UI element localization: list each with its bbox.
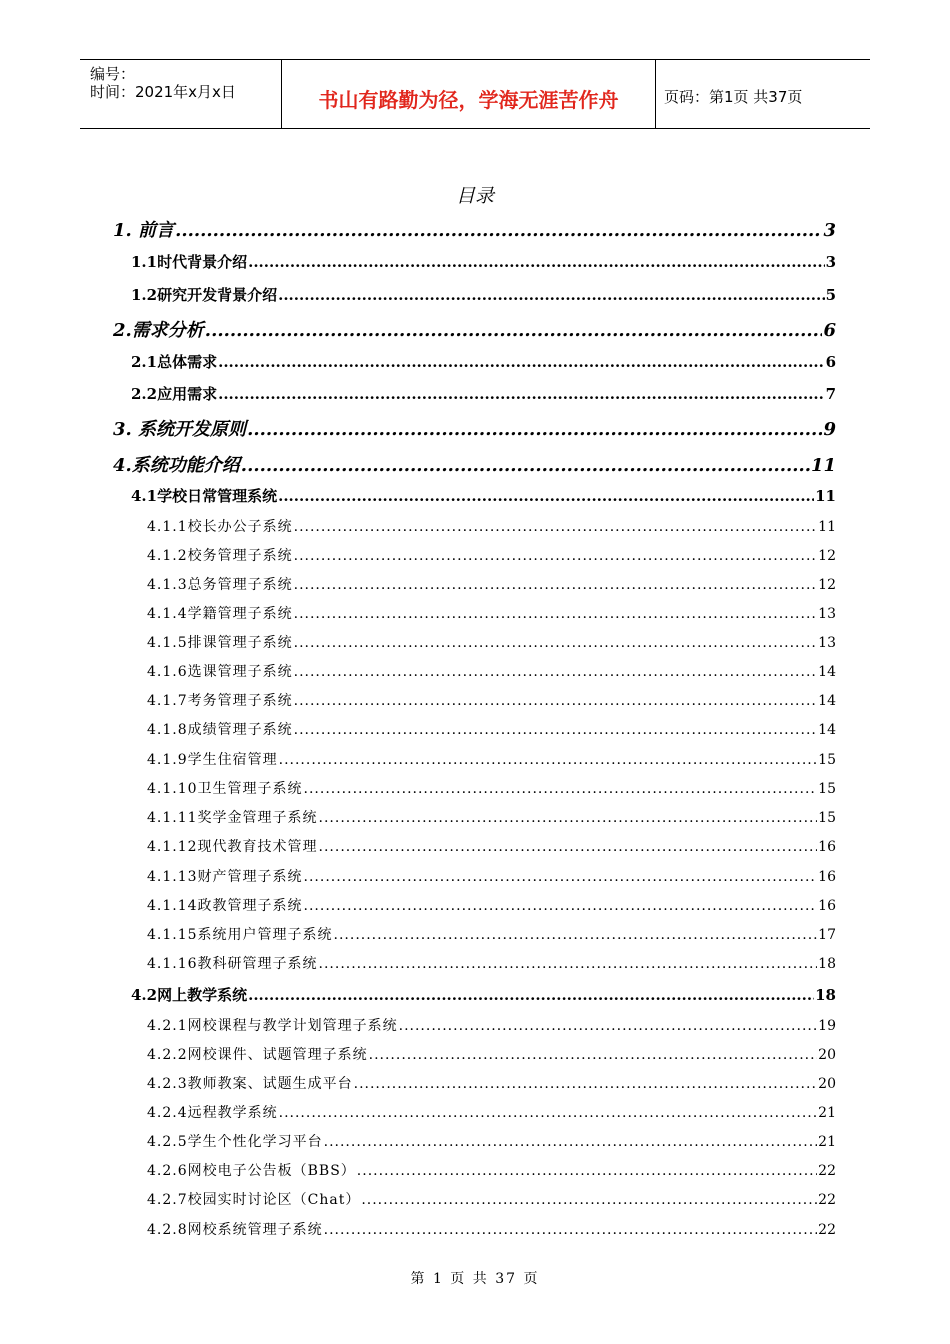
toc-dot-leader — [294, 548, 818, 564]
toc-entry-title: 1.1时代背景介绍 — [131, 253, 248, 271]
document-header — [80, 59, 870, 129]
toc-entry[interactable] — [113, 451, 836, 477]
toc-dot-leader — [369, 1047, 818, 1063]
toc-entry-page: 11 — [815, 487, 836, 505]
toc-entry-title: 3. 系统开发原则 — [113, 419, 247, 440]
toc-dot-leader — [278, 286, 824, 304]
toc-entry-page: 22 — [818, 1192, 836, 1208]
toc-dot-leader — [304, 898, 818, 914]
toc-entry-title: 4.1.6选课管理子系统 — [147, 664, 293, 680]
page-footer: 第 1 页 共 37 页 — [410, 1271, 540, 1287]
toc-entry-page: 6 — [825, 353, 836, 371]
toc-entry-page: 22 — [818, 1222, 836, 1238]
toc-dot-leader — [294, 577, 818, 593]
toc-entry[interactable] — [147, 778, 836, 798]
toc-dot-leader — [175, 220, 822, 241]
toc-dot-leader — [324, 1134, 818, 1150]
toc-entry-title: 4.2网上教学系统 — [131, 986, 248, 1004]
toc-entry-title: 4.1.9学生住宿管理 — [147, 752, 278, 768]
toc-entry-title: 4.2.4远程教学系统 — [147, 1105, 278, 1121]
toc-entry-title: 1.2研究开发背景介绍 — [131, 286, 278, 304]
toc-dot-leader — [294, 722, 818, 738]
toc-dot-leader — [294, 519, 818, 535]
toc-entry[interactable] — [147, 1189, 836, 1209]
toc-entry-page: 14 — [818, 664, 836, 680]
toc-entry-page: 9 — [823, 419, 836, 440]
toc-entry-page: 14 — [818, 693, 836, 709]
toc-entry-title: 2.2应用需求 — [131, 385, 218, 403]
toc-entry[interactable] — [147, 866, 836, 886]
toc-entry-page: 22 — [818, 1163, 836, 1179]
toc-entry-page: 6 — [823, 320, 836, 341]
toc-entry-title: 4.1.5排课管理子系统 — [147, 635, 293, 651]
toc-entry[interactable] — [147, 1073, 836, 1093]
toc-dot-leader — [218, 385, 824, 403]
toc-entry[interactable] — [147, 574, 836, 594]
page-info: 页码：第1页 共37页 — [664, 88, 803, 106]
toc-entry-title: 4.1.16教科研管理子系统 — [147, 956, 318, 972]
toc-dot-leader — [319, 956, 818, 972]
toc-entry-title: 4.2.8网校系统管理子系统 — [147, 1222, 323, 1238]
toc-dot-leader — [304, 781, 818, 797]
toc-title: 目录 — [455, 185, 494, 207]
toc-dot-leader — [248, 253, 824, 271]
toc-entry-page: 7 — [825, 385, 836, 403]
toc-entry-page: 16 — [818, 898, 836, 914]
toc-entry[interactable] — [147, 516, 836, 536]
toc-entry[interactable] — [147, 661, 836, 681]
toc-dot-leader — [294, 693, 818, 709]
date-line: 时间：2021年x月x日 — [90, 83, 236, 101]
toc-entry-page: 18 — [815, 986, 836, 1004]
toc-entry-page: 3 — [823, 220, 836, 241]
toc-entry[interactable] — [113, 216, 836, 242]
toc-entry-title: 4.2.1网校课程与教学计划管理子系统 — [147, 1018, 398, 1034]
toc-dot-leader — [248, 986, 814, 1004]
toc-entry[interactable] — [147, 719, 836, 739]
toc-entry-title: 4.1学校日常管理系统 — [131, 487, 278, 505]
toc-entry-page: 17 — [818, 927, 836, 943]
toc-entry[interactable] — [147, 1219, 836, 1239]
toc-dot-leader — [319, 839, 818, 855]
toc-dot-leader — [324, 1222, 818, 1238]
toc-entry-title: 4.2.6网校电子公告板（BBS） — [147, 1163, 356, 1179]
toc-entry[interactable] — [147, 836, 836, 856]
toc-entry-page: 11 — [818, 519, 836, 535]
toc-entry[interactable] — [147, 603, 836, 623]
toc-entry-title: 4.2.5学生个性化学习平台 — [147, 1134, 323, 1150]
toc-entry-title: 4.系统功能介绍 — [113, 455, 240, 476]
toc-entry-page: 3 — [825, 253, 836, 271]
toc-entry[interactable] — [147, 953, 836, 973]
toc-dot-leader — [218, 353, 824, 371]
toc-entry-page: 19 — [818, 1018, 836, 1034]
toc-dot-leader — [294, 606, 818, 622]
motto: 书山有路勤为径，学海无涯苦作舟 — [318, 88, 619, 112]
toc-dot-leader — [294, 635, 818, 651]
toc-dot-leader — [334, 927, 818, 943]
toc-entry[interactable] — [147, 749, 836, 769]
toc-entry[interactable] — [113, 415, 836, 441]
toc-entry-page: 16 — [818, 839, 836, 855]
toc-entry-title: 4.1.8成绩管理子系统 — [147, 722, 293, 738]
toc-entry-page: 20 — [818, 1076, 836, 1092]
toc-entry-page: 13 — [818, 606, 836, 622]
toc-entry[interactable] — [147, 632, 836, 652]
toc-entry-title: 2.1总体需求 — [131, 353, 218, 371]
toc-entry[interactable] — [147, 924, 836, 944]
toc-entry-page: 12 — [818, 548, 836, 564]
toc-entry-title: 4.1.2校务管理子系统 — [147, 548, 293, 564]
toc-entry[interactable] — [147, 1160, 836, 1180]
toc-entry[interactable] — [131, 251, 836, 272]
toc-entry[interactable] — [147, 1131, 836, 1151]
toc-entry-title: 4.2.7校园实时讨论区（Chat） — [147, 1192, 361, 1208]
toc-entry[interactable] — [131, 485, 836, 506]
toc-dot-leader — [399, 1018, 818, 1034]
toc-dot-leader — [361, 1192, 817, 1208]
toc-entry-page: 21 — [818, 1105, 836, 1121]
toc-entry-title: 4.1.12现代教育技术管理 — [147, 839, 318, 855]
toc-entry-title: 1. 前言 — [113, 220, 175, 241]
header-meta-cell — [80, 60, 282, 128]
toc-entry-page: 14 — [818, 722, 836, 738]
toc-dot-leader — [279, 752, 818, 768]
toc-entry-page: 15 — [818, 810, 836, 826]
toc-entry[interactable] — [131, 284, 836, 305]
toc-dot-leader — [304, 869, 818, 885]
toc-entry-page: 15 — [818, 781, 836, 797]
serial-label: 编号： — [90, 65, 136, 83]
toc-entry-page: 12 — [818, 577, 836, 593]
toc-entry[interactable] — [131, 351, 836, 372]
toc-entry-title: 4.1.4学籍管理子系统 — [147, 606, 293, 622]
toc-entry[interactable] — [113, 316, 836, 342]
toc-entry[interactable] — [147, 1044, 836, 1064]
header-motto-cell — [282, 60, 656, 128]
toc-entry-page: 18 — [818, 956, 836, 972]
toc-dot-leader — [278, 487, 814, 505]
toc-entry-page: 16 — [818, 869, 836, 885]
toc-entry[interactable] — [147, 1015, 836, 1035]
toc-entry-title: 4.1.15系统用户管理子系统 — [147, 927, 333, 943]
toc-entry-title: 4.1.14政教管理子系统 — [147, 898, 303, 914]
toc-entry[interactable] — [131, 383, 836, 404]
toc-entry[interactable] — [147, 1102, 836, 1122]
toc-entry[interactable] — [147, 690, 836, 710]
toc-entry[interactable] — [147, 545, 836, 565]
toc-dot-leader — [241, 455, 810, 476]
header-page-cell — [656, 60, 870, 128]
toc-entry-title: 4.2.3教师教案、试题生成平台 — [147, 1076, 353, 1092]
toc-entry-title: 4.1.3总务管理子系统 — [147, 577, 293, 593]
toc-dot-leader — [247, 419, 822, 440]
toc-entry[interactable] — [147, 895, 836, 915]
toc-dot-leader — [294, 664, 818, 680]
toc-dot-leader — [279, 1105, 818, 1121]
toc-entry-title: 4.1.7考务管理子系统 — [147, 693, 293, 709]
toc-dot-leader — [354, 1076, 818, 1092]
toc-entry-page: 21 — [818, 1134, 836, 1150]
toc-entry-title: 4.1.11奖学金管理子系统 — [147, 810, 318, 826]
toc-dot-leader — [205, 320, 823, 341]
toc-entry-page: 5 — [825, 286, 836, 304]
toc-entry-title: 4.1.13财产管理子系统 — [147, 869, 303, 885]
toc-entry[interactable] — [147, 807, 836, 827]
toc-entry-page: 20 — [818, 1047, 836, 1063]
toc-entry-title: 4.1.1校长办公子系统 — [147, 519, 293, 535]
toc-entry-page: 11 — [810, 455, 836, 476]
toc-entry-title: 2.需求分析 — [113, 320, 204, 341]
toc-dot-leader — [319, 810, 818, 826]
toc-entry-page: 15 — [818, 752, 836, 768]
toc-dot-leader — [357, 1163, 817, 1179]
toc-entry[interactable] — [131, 984, 836, 1005]
toc-entry-title: 4.2.2网校课件、试题管理子系统 — [147, 1047, 368, 1063]
toc-entry-title: 4.1.10卫生管理子系统 — [147, 781, 303, 797]
toc-entry-page: 13 — [818, 635, 836, 651]
